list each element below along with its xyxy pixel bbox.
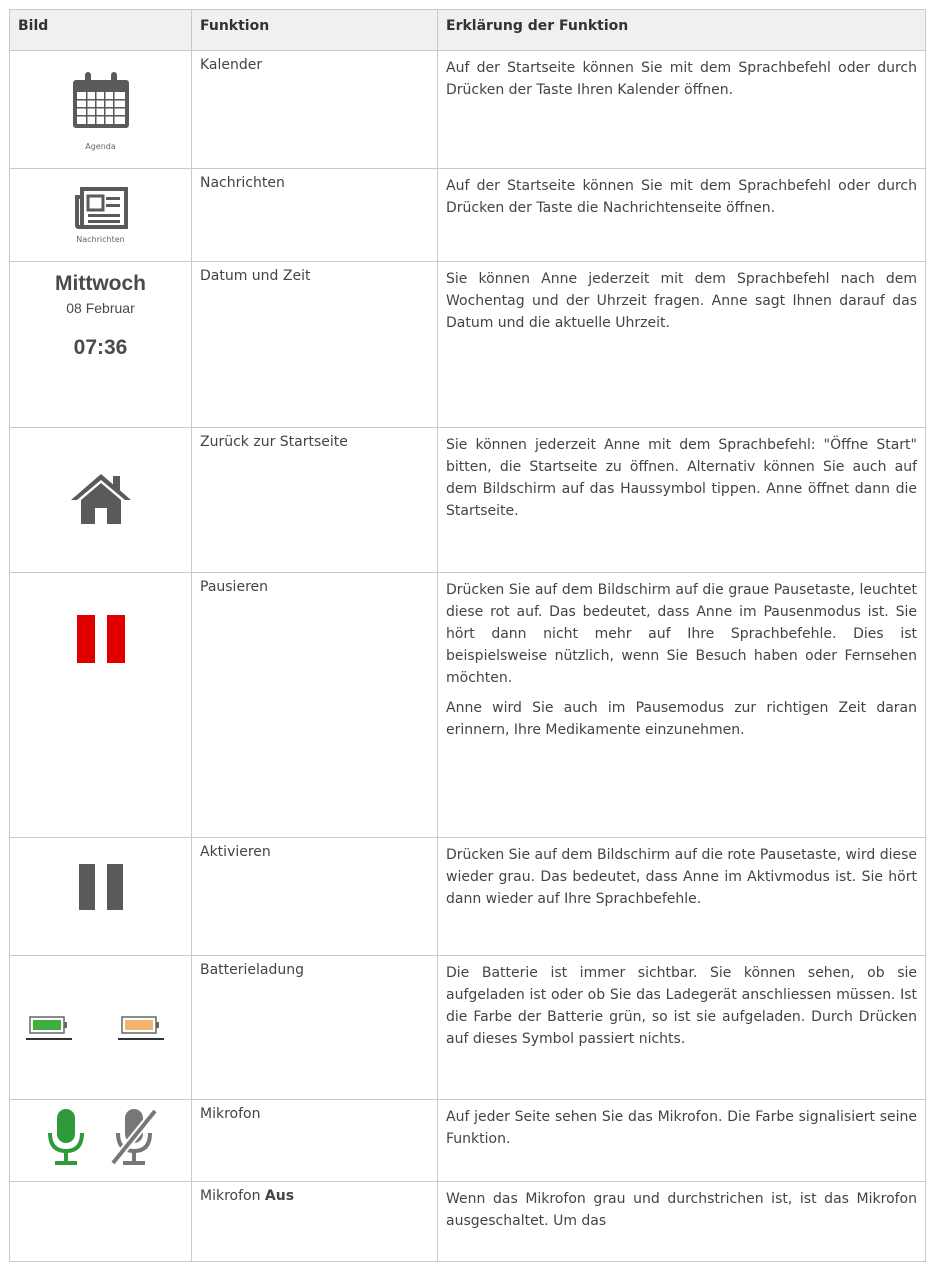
header-erklaerung: Erklärung der Funktion (438, 10, 926, 51)
table-row (10, 573, 926, 838)
function-description (438, 262, 926, 428)
table-row (10, 262, 926, 428)
function-description (438, 1100, 926, 1182)
table-row (10, 956, 926, 1100)
description-paragraph: Die Batterie ist immer sichtbar. Sie können sehen, ob sie aufgeladen ist oder ob Sie das Ladegerät anschliessen müssen. Ist die Farbe der Batterie grün, so ist sie aufgeladen. Durch Drücken auf dieses Symbol passiert nichts. (446, 965, 917, 1047)
function-name: Datum und Zeit (192, 262, 438, 428)
function-description (438, 573, 926, 838)
calendar-icon (71, 68, 131, 142)
description-paragraph: Anne wird Sie auch im Pausemodus zur richtigen Zeit daran erinnern, Ihre Medikamente einzunehmen. (446, 700, 917, 738)
function-name (192, 1182, 438, 1262)
microphone-icon (41, 1107, 161, 1175)
function-name: Zurück zur Startseite (192, 428, 438, 573)
image-cell (10, 838, 192, 956)
function-table (9, 9, 926, 1262)
table-row (10, 51, 926, 169)
function-name-bold: Aus (264, 1188, 295, 1204)
table-row (10, 428, 926, 573)
time-text: 07:36 (73, 336, 128, 359)
function-description (438, 428, 926, 573)
description-paragraph: Wenn das Mikrofon grau und durchstrichen ist, ist das Mikrofon ausgeschaltet. Um das (446, 1191, 917, 1229)
image-cell (10, 1100, 192, 1182)
table-row (10, 1100, 926, 1182)
description-paragraph: Auf der Startseite können Sie mit dem Sprachbefehl oder durch Drücken der Taste die Nachrichtenseite öffnen. (446, 178, 917, 216)
image-cell (10, 1182, 192, 1262)
pause-red-icon (75, 613, 127, 669)
header-bild: Bild (10, 10, 192, 51)
function-name: Batterieladung (192, 956, 438, 1100)
function-description (438, 1182, 926, 1262)
header-funktion: Funktion (192, 10, 438, 51)
newspaper-icon-caption: Nachrichten (76, 234, 125, 244)
table-row (10, 1182, 926, 1262)
description-paragraph: Sie können jederzeit Anne mit dem Sprachbefehl: "Öffne Start" bitten, die Startseite zu öffnen. Alternativ können Sie auch auf dem Bildschirm auf das Haussymbol tippen. Anne öffnet dann die Startseite. (446, 437, 917, 519)
function-description (438, 838, 926, 956)
image-cell (10, 956, 192, 1100)
function-description (438, 51, 926, 169)
description-paragraph: Drücken Sie auf dem Bildschirm auf die graue Pausetaste, leuchtet diese rot auf. Das bedeutet, dass Anne im Pausenmodus ist. Sie hört dann nicht mehr auf Ihre Sprachbefehle. Dies ist beispielsweise nützlich, wenn Sie Besuch haben oder Fernsehen möchten. (446, 582, 917, 686)
calendar-icon-caption: Agenda (85, 142, 116, 151)
image-cell (10, 51, 192, 169)
description-paragraph: Drücken Sie auf dem Bildschirm auf die rote Pausetaste, wird diese wieder grau. Das bedeutet, dass Anne im Aktivmodus ist. Sie hört dann wieder auf Ihre Sprachbefehle. (446, 847, 917, 907)
image-cell (10, 169, 192, 262)
description-paragraph: Auf jeder Seite sehen Sie das Mikrofon. Die Farbe signalisiert seine Funktion. (446, 1109, 917, 1147)
pause-grey-icon (77, 862, 125, 916)
function-name: Kalender (192, 51, 438, 169)
home-icon (69, 470, 133, 530)
function-name: Pausieren (192, 573, 438, 838)
description-paragraph: Auf der Startseite können Sie mit dem Sprachbefehl oder durch Drücken der Taste Ihren Kalender öffnen. (446, 60, 917, 98)
newspaper-icon (74, 187, 128, 235)
battery-icon (26, 1009, 176, 1047)
function-description (438, 956, 926, 1100)
table-row (10, 169, 926, 262)
datetime-cell (10, 262, 192, 428)
function-name: Nachrichten (192, 169, 438, 262)
function-name: Aktivieren (192, 838, 438, 956)
description-paragraph: Sie können Anne jederzeit mit dem Sprachbefehl nach dem Wochentag und der Uhrzeit fragen. Anne sagt Ihnen darauf das Datum und die aktuelle Uhrzeit. (446, 271, 917, 331)
image-cell (10, 428, 192, 573)
function-description (438, 169, 926, 262)
function-name-prefix: Mikrofon (200, 1188, 265, 1204)
table-header-row (10, 10, 926, 51)
weekday-text: Mittwoch (55, 272, 146, 295)
table-row (10, 838, 926, 956)
date-text: 08 Februar (66, 300, 135, 316)
function-name: Mikrofon (192, 1100, 438, 1182)
image-cell (10, 573, 192, 838)
